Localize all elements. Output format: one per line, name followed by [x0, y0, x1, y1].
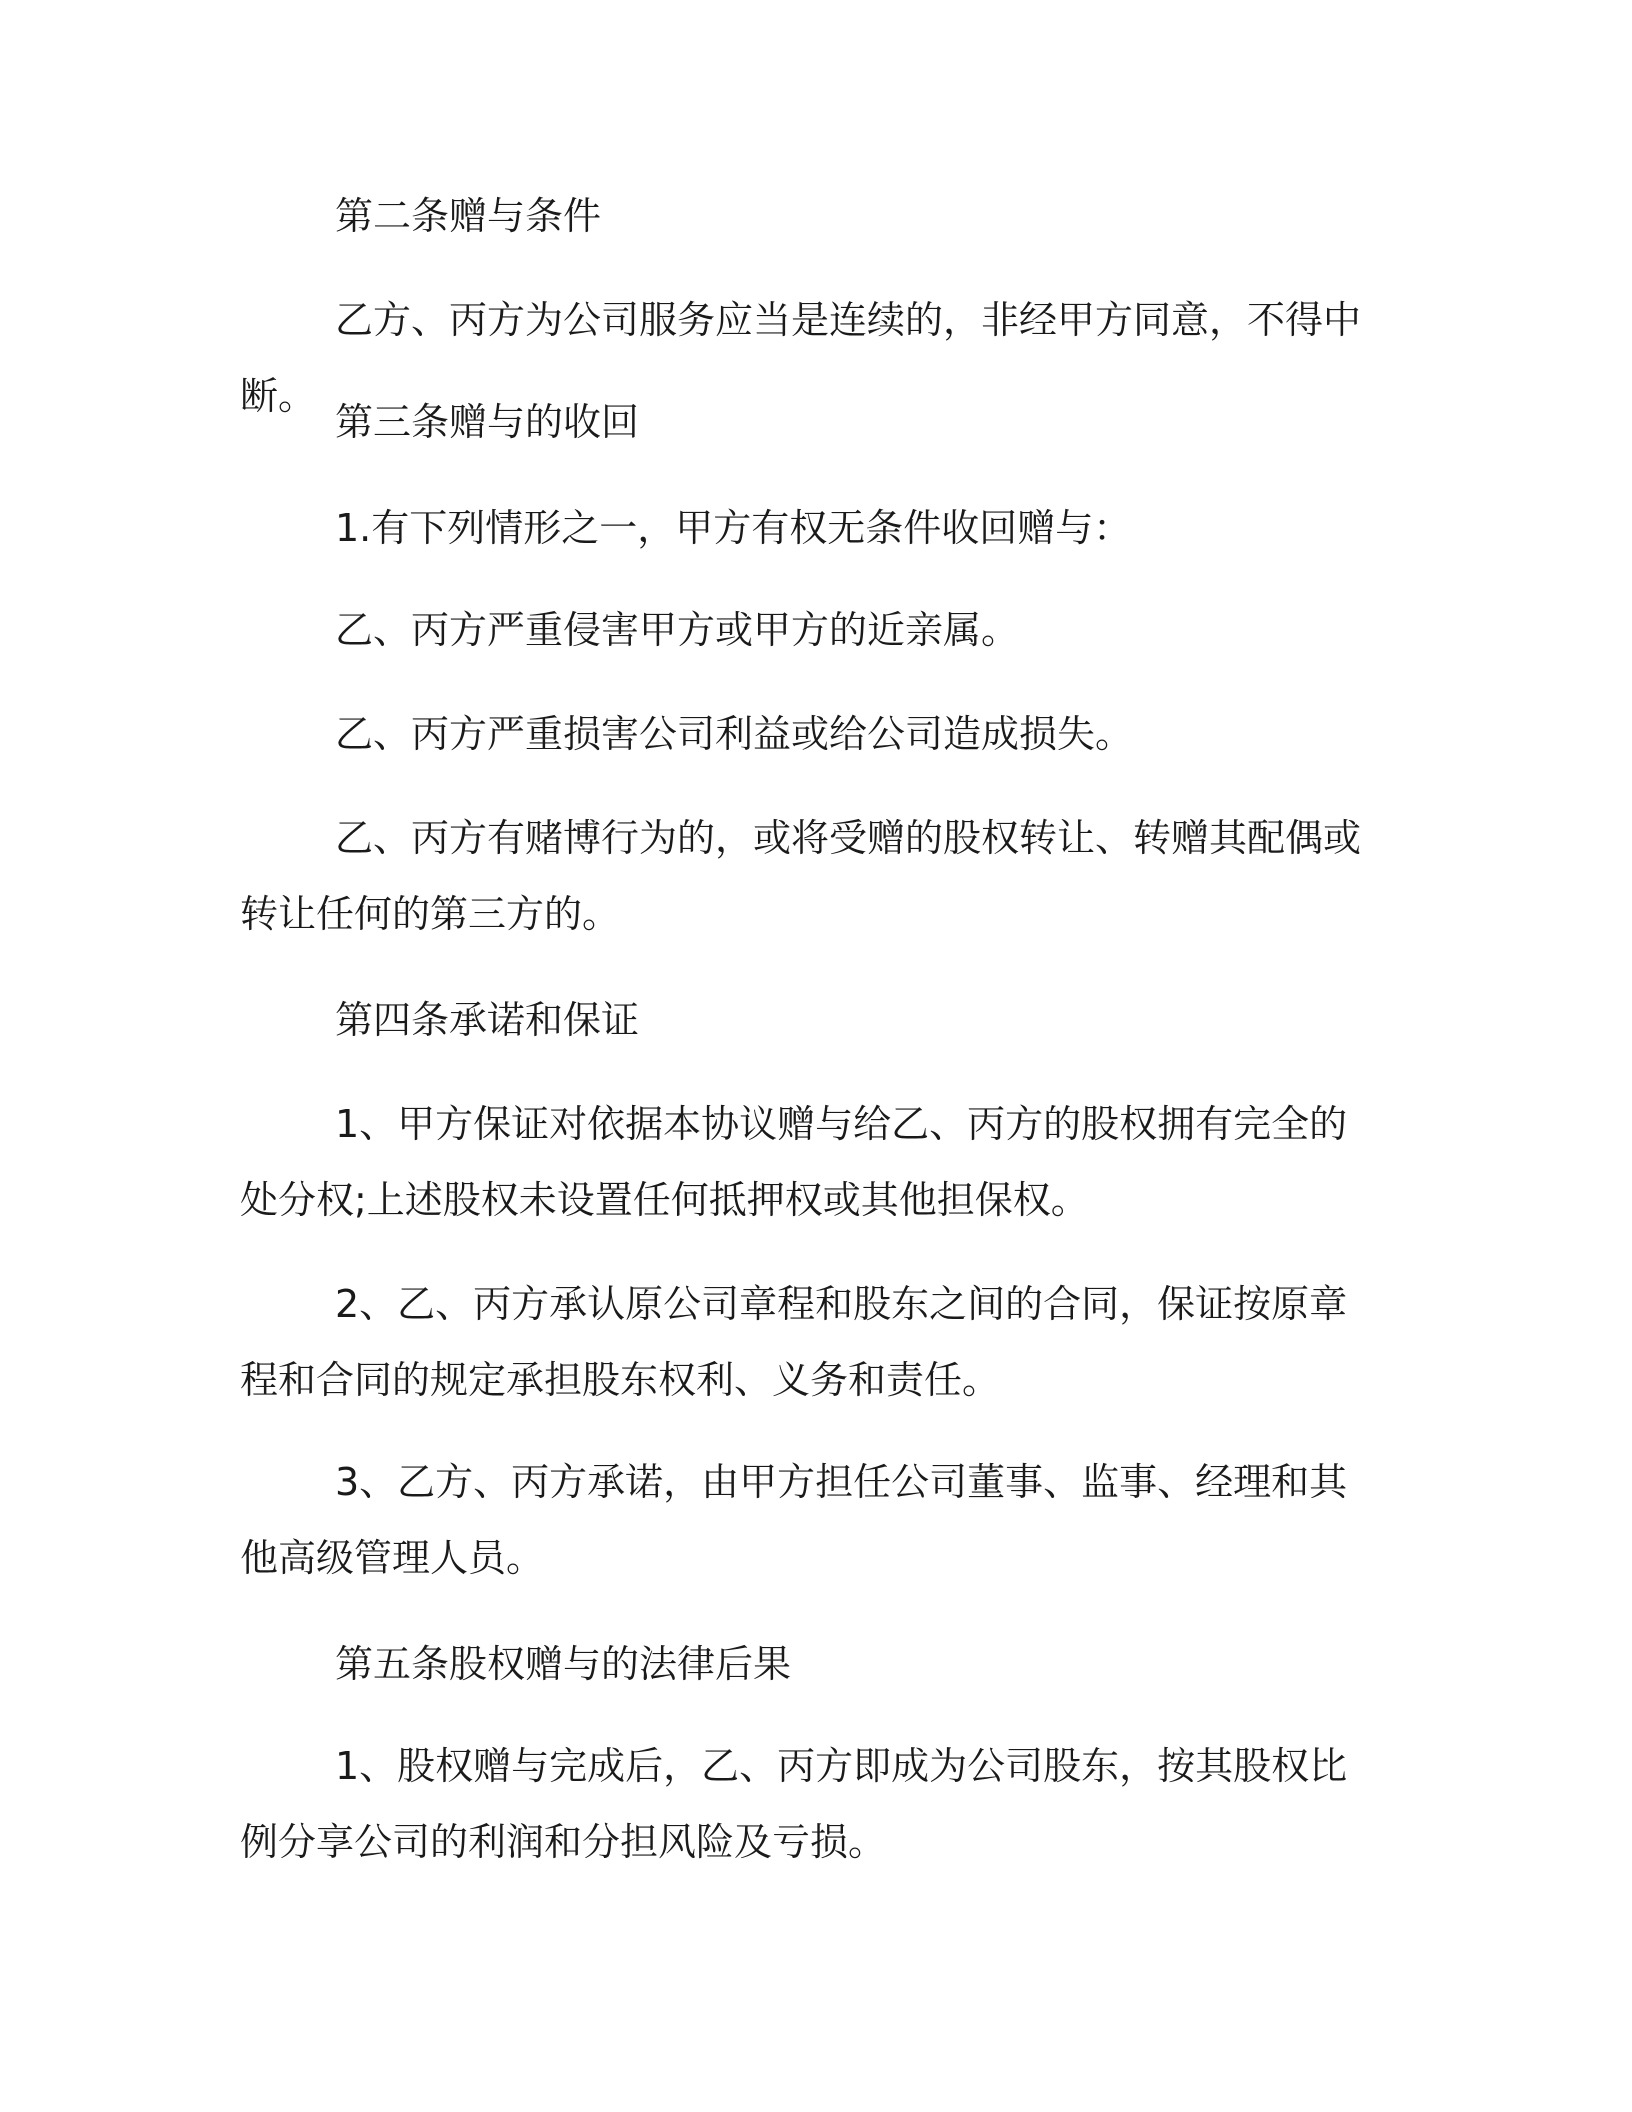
article-4-clause-2: 2、乙、丙方承认原公司章程和股东之间的合同，保证按原章程和合同的规定承担股东权利、义务和责任。 — [240, 1282, 1348, 1402]
article-3-item-3: 乙、丙方有赌博行为的，或将受赠的股权转让、转赠其配偶或转让任何的第三方的。 — [240, 816, 1362, 936]
article-5-clause-1: 1、股权赠与完成后，乙、丙方即成为公司股东，按其股权比例分享公司的利润和分担风险及亏损。 — [240, 1744, 1348, 1864]
article-4-heading: 第四条承诺和保证 — [335, 998, 640, 1042]
article-2-text: 乙方、丙方为公司服务应当是连续的，非经甲方同意，不得中断。 — [240, 298, 1362, 418]
article-2-heading: 第二条赠与条件 — [335, 194, 602, 238]
article-4-clause-3: 3、乙方、丙方承诺，由甲方担任公司董事、监事、经理和其他高级管理人员。 — [240, 1460, 1348, 1580]
article-3-item-2: 乙、丙方严重损害公司利益或给公司造成损失。 — [335, 712, 1134, 756]
article-3-heading: 第三条赠与的收回 — [335, 400, 640, 444]
article-4-clause-1: 1、甲方保证对依据本协议赠与给乙、丙方的股权拥有完全的处分权;上述股权未设置任何抵押权或其他担保权。 — [240, 1102, 1348, 1222]
article-3-item-1: 乙、丙方严重侵害甲方或甲方的近亲属。 — [335, 608, 1020, 652]
article-3-clause-1: 1.有下列情形之一，甲方有权无条件收回赠与： — [335, 506, 1132, 550]
article-5-heading: 第五条股权赠与的法律后果 — [335, 1642, 792, 1686]
